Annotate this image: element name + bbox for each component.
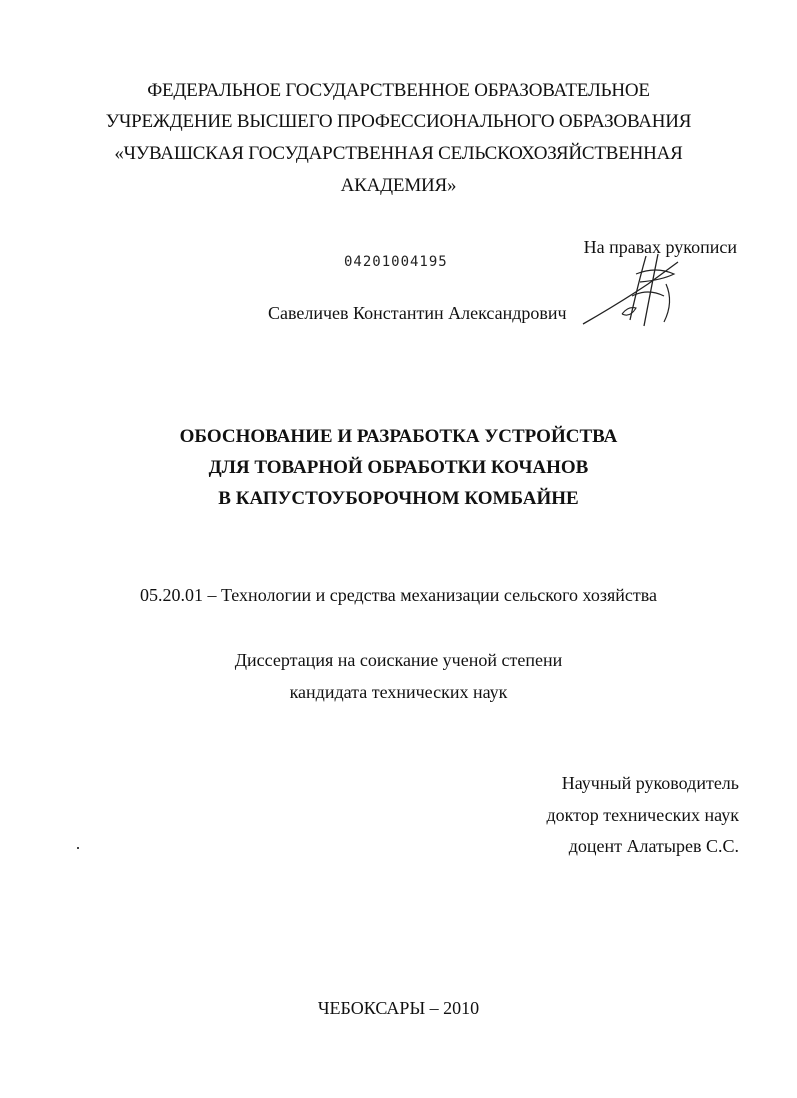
- registration-number: 04201004195: [344, 254, 448, 270]
- title-line-3: В КАПУСТОУБОРОЧНОМ КОМБАЙНЕ: [218, 488, 579, 509]
- supervisor-role: Научный руководитель: [561, 773, 739, 793]
- institution-line-2: УЧРЕЖДЕНИЕ ВЫСШЕГО ПРОФЕССИОНАЛЬНОГО ОБРАЗОВАНИЯ: [105, 111, 692, 132]
- specialty: 05.20.01 – Технологии и средства механизации сельского хозяйства: [140, 585, 657, 605]
- institution-line-4: АКАДЕМИЯ»: [340, 175, 457, 196]
- supervisor-degree: доктор технических наук: [546, 805, 739, 825]
- city-year: ЧЕБОКСАРЫ – 2010: [317, 998, 480, 1018]
- manuscript-note: На правах рукописи: [583, 237, 737, 257]
- supervisor-name: доцент Алатырев С.С.: [568, 836, 739, 856]
- degree-line-2: кандидата технических наук: [289, 682, 508, 702]
- title-line-2: ДЛЯ ТОВАРНОЙ ОБРАБОТКИ КОЧАНОВ: [208, 457, 589, 478]
- author-name: Савеличев Константин Александрович: [268, 303, 567, 323]
- institution-line-3: «ЧУВАШСКАЯ ГОСУДАРСТВЕННАЯ СЕЛЬСКОХОЗЯЙСТВЕННАЯ: [114, 143, 683, 164]
- signature-icon: [578, 244, 688, 334]
- title-line-1: ОБОСНОВАНИЕ И РАЗРАБОТКА УСТРОЙСТВА: [179, 426, 618, 447]
- scan-speck: [77, 847, 79, 849]
- degree-line-1: Диссертация на соискание ученой степени: [234, 650, 563, 670]
- institution-line-1: ФЕДЕРАЛЬНОЕ ГОСУДАРСТВЕННОЕ ОБРАЗОВАТЕЛЬНОЕ: [147, 80, 650, 101]
